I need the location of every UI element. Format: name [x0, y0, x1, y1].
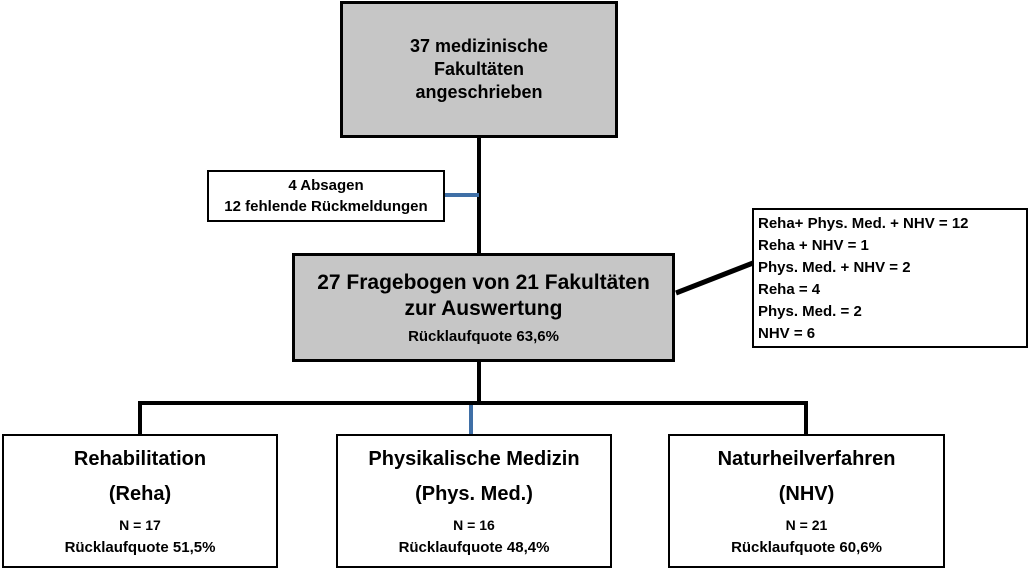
category-response-rate: Rücklaufquote 48,4%	[398, 538, 550, 556]
breakdown-line: NHV = 6	[758, 325, 816, 342]
category-n: N = 17	[119, 516, 161, 533]
rejections-line: 4 Absagen	[288, 177, 364, 194]
category-n: N = 21	[785, 516, 828, 533]
box-faculties-contacted-line: Fakultäten	[433, 59, 525, 79]
questionnaires-response-rate: Rücklaufquote 63,6%	[408, 327, 559, 345]
box-rejections-note	[207, 170, 445, 222]
box-rehabilitation	[2, 434, 278, 568]
rejections-line: 12 fehlende Rückmeldungen	[224, 198, 428, 215]
breakdown-line: Reha = 4	[758, 281, 821, 298]
questionnaires-line: 27 Fragebogen von 21 Fakultäten	[317, 270, 650, 294]
category-title: Physikalische Medizin	[368, 447, 580, 470]
box-faculties-contacted	[340, 1, 618, 138]
box-questionnaires-evaluated	[292, 253, 675, 362]
category-response-rate: Rücklaufquote 60,6%	[731, 538, 882, 556]
category-n: N = 16	[453, 516, 495, 533]
questionnaires-line: zur Auswertung	[404, 296, 563, 320]
box-faculties-contacted-line: angeschrieben	[415, 82, 543, 102]
box-physikalische-medizin	[336, 434, 612, 568]
breakdown-line: Phys. Med. = 2	[758, 303, 862, 320]
breakdown-line: Reha+ Phys. Med. + NHV = 12	[758, 215, 969, 232]
category-title: Rehabilitation	[73, 447, 207, 470]
category-abbreviation: (Phys. Med.)	[415, 482, 533, 505]
category-title: Naturheilverfahren	[717, 447, 896, 470]
breakdown-line: Reha + NHV = 1	[758, 237, 869, 254]
breakdown-line: Phys. Med. + NHV = 2	[758, 259, 911, 276]
category-abbreviation: (NHV)	[778, 482, 835, 505]
box-faculties-contacted-line: 37 medizinische	[409, 36, 549, 56]
category-response-rate: Rücklaufquote 51,5%	[64, 538, 216, 556]
box-naturheilverfahren	[668, 434, 945, 568]
box-combination-breakdown	[752, 208, 1028, 348]
connector-diagonal-breakdown	[676, 263, 753, 293]
category-abbreviation: (Reha)	[108, 482, 172, 505]
